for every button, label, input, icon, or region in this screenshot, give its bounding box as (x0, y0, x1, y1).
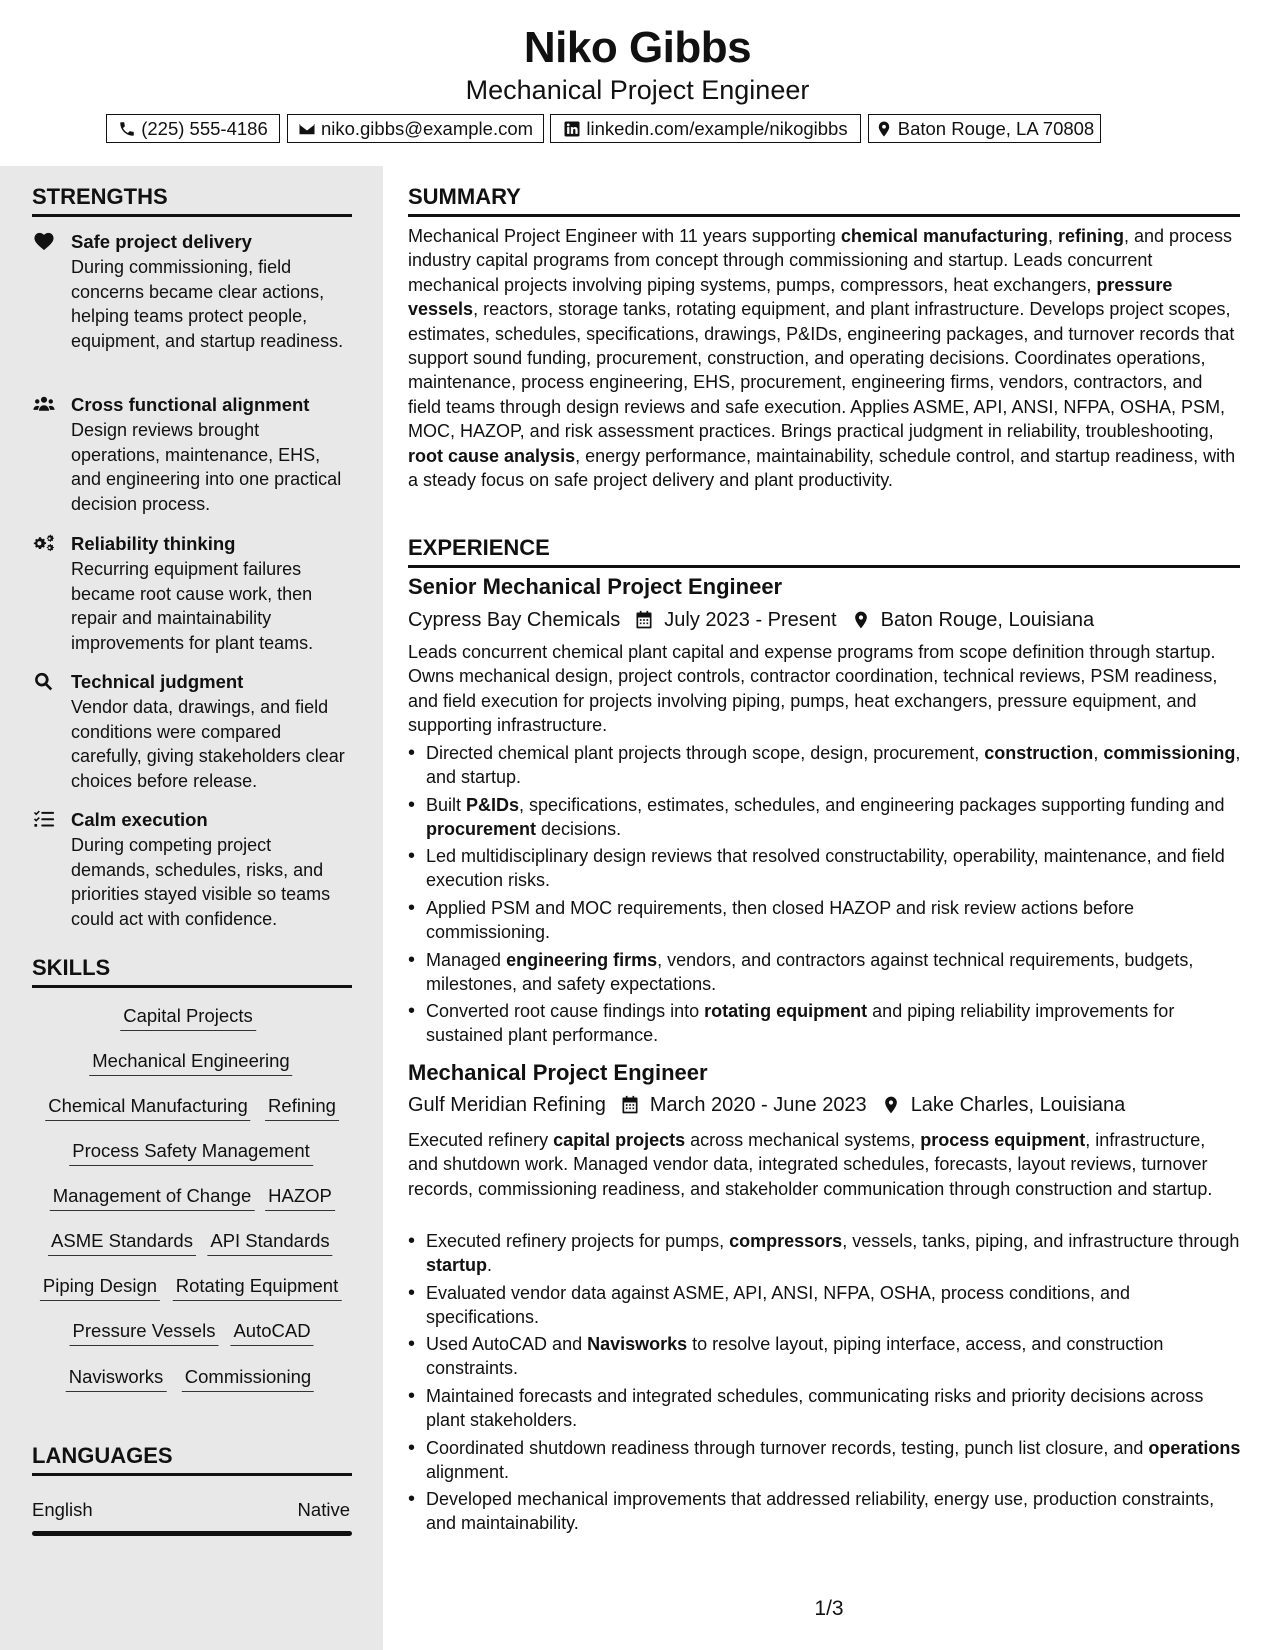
skill-tag: Capital Projects (120, 1004, 256, 1031)
skill-tag: AutoCAD (230, 1319, 313, 1346)
skill-tag: Refining (265, 1094, 339, 1121)
strengths-divider (32, 214, 352, 217)
skills-heading: SKILLS (32, 955, 111, 980)
contact-bar (0, 114, 1275, 144)
strength-title: Reliability thinking (71, 533, 236, 554)
search-icon (33, 671, 55, 693)
job-bullet: • Maintained forecasts and integrated schedules, communicating risks and priority decisions across plant stakeholders. (426, 1384, 1242, 1433)
job-bullet: • Built P&IDs, specifications, estimates, schedules, and engineering packages supporting funding and procurement decisions. (426, 793, 1242, 842)
calendar-icon (634, 610, 654, 630)
strength-description: During commissioning, field concerns became clear actions, helping teams protect people, equipment, and startup readiness. (71, 257, 344, 351)
skill-tag: API Standards (207, 1229, 332, 1256)
job-bullet: • Converted root cause findings into rotating equipment and piping reliability improvements for sustained plant performance. (426, 999, 1242, 1048)
strengths-heading: STRENGTHS (32, 184, 168, 209)
contact-phone[interactable] (106, 114, 280, 143)
job-bullet: • Evaluated vendor data against ASME, API, ANSI, NFPA, OSHA, process conditions, and specifications. (426, 1281, 1242, 1330)
job-bullet: • Developed mechanical improvements that addressed reliability, energy use, production constraints, and maintainability. (426, 1487, 1242, 1536)
job-location: Baton Rouge, Louisiana (880, 609, 1095, 631)
contact-linkedin[interactable] (550, 114, 861, 143)
job-bullet: • Used AutoCAD and Navisworks to resolve layout, piping interface, access, and construction constraints. (426, 1332, 1242, 1381)
contact-email[interactable] (287, 114, 544, 143)
language-name: English (32, 1499, 93, 1520)
languages-divider (32, 1473, 352, 1476)
job-title: Mechanical Project Engineer (408, 1060, 708, 1085)
job-bullet: • Led multidisciplinary design reviews that resolved constructability, operability, maintenance, and field execution risks. (426, 844, 1242, 893)
skill-tag: Commissioning (182, 1365, 314, 1392)
job-meta (408, 1091, 1125, 1119)
location-text: Baton Rouge, LA 70808 (897, 118, 1095, 139)
language-level: Native (297, 1499, 350, 1520)
linkedin-icon (563, 120, 581, 138)
strength-title: Calm execution (71, 809, 208, 830)
map-pin-icon (875, 120, 893, 138)
linkedin-text: linkedin.com/example/nikogibbs (586, 118, 848, 139)
strength-description: Design reviews brought operations, maintenance, EHS, and engineering into one practical decision process. (71, 420, 342, 514)
skill-tag: Navisworks (66, 1365, 167, 1392)
summary-heading: SUMMARY (408, 184, 521, 209)
job-summary: Executed refinery capital projects across mechanical systems, process equipment, infrastructure, and shutdown work. Managed vendor data, integrated schedules, forecasts, layout reviews, turnover records, commissioning readiness, and stakeholder communication through construction and startup. (408, 1130, 1213, 1199)
job-dates: March 2020 - June 2023 (649, 1094, 867, 1116)
skill-tag: HAZOP (265, 1184, 335, 1211)
candidate-title: Mechanical Project Engineer (465, 75, 810, 105)
contact-location[interactable] (868, 114, 1101, 143)
job-summary: Leads concurrent chemical plant capital and expense programs from scope definition through startup. Owns mechanical design, project controls, contractor coordination, technical reviews, PSM readiness, and field execution for projects involving piping, pumps, heat exchangers, pressure equipment, and supporting infrastructure. (408, 642, 1218, 736)
skill-tag: Mechanical Engineering (89, 1049, 292, 1076)
job-bullet: • Executed refinery projects for pumps, compressors, vessels, tanks, piping, and infrastructure through startup. (426, 1229, 1242, 1278)
experience-heading: EXPERIENCE (408, 535, 550, 560)
candidate-name: Niko Gibbs (523, 23, 752, 72)
skills-divider (32, 985, 352, 988)
strength-title: Technical judgment (71, 671, 244, 692)
company-name: Cypress Bay Chemicals (408, 609, 621, 631)
skill-tag: Management of Change (50, 1184, 255, 1211)
calendar-icon (620, 1095, 640, 1115)
page-number: 1/3 (814, 1597, 844, 1620)
users-icon (33, 394, 55, 416)
skill-tag: ASME Standards (48, 1229, 196, 1256)
resume-header (0, 0, 1275, 166)
heart-icon (33, 231, 55, 253)
phone-text: (225) 555-4186 (141, 118, 268, 139)
skill-tag: Piping Design (40, 1274, 160, 1301)
skill-tag: Chemical Manufacturing (45, 1094, 250, 1121)
strength-title: Safe project delivery (71, 231, 252, 252)
email-text: niko.gibbs@example.com (320, 118, 534, 139)
gears-icon (33, 533, 55, 555)
envelope-icon (298, 120, 316, 138)
skill-tag: Rotating Equipment (173, 1274, 342, 1301)
strength-description: During competing project demands, schedules, risks, and priorities stayed visible so teams could act with confidence. (71, 835, 331, 929)
strength-description: Vendor data, drawings, and field conditions were compared carefully, giving stakeholders clear choices before release. (71, 697, 345, 791)
company-name: Gulf Meridian Refining (408, 1094, 606, 1116)
language-level-bar (32, 1531, 352, 1536)
list-check-icon (33, 809, 55, 831)
languages-heading: LANGUAGES (32, 1443, 173, 1468)
summary-text: Mechanical Project Engineer with 11 years supporting chemical manufacturing, refining, and process industry capital programs from concept through commissioning and startup. Leads concurrent mechanical projects involving piping systems, pumps, compressors, heat exchangers, pressure vessels, reactors, storage tanks, rotating equipment, and plant infrastructure. Develops project scopes, estimates, schedules, specifications, drawings, P&IDs, engineering packages, and turnover records that support sound funding, procurement, construction, and operating decisions. Coordinates operations, maintenance, process engineering, EHS, procurement, engineering firms, vendors, contractors, and field teams through design reviews and safe execution. Applies ASME, API, ANSI, NFPA, OSHA, PSM, MOC, HAZOP, and risk assessment practices. Brings practical judgment in reliability, troubleshooting, root cause analysis, energy performance, maintainability, schedule control, and startup readiness, with a steady focus on safe project delivery and plant productivity. (408, 226, 1236, 491)
job-dates: July 2023 - Present (664, 609, 837, 631)
map-pin-icon (881, 1095, 901, 1115)
strength-title: Cross functional alignment (71, 394, 310, 415)
job-meta (408, 606, 1094, 634)
skill-tag: Process Safety Management (69, 1139, 313, 1166)
strength-description: Recurring equipment failures became root cause work, then repair and maintainability improvements for plant teams. (71, 559, 314, 653)
experience-divider (408, 565, 1240, 568)
job-bullet: • Coordinated shutdown readiness through turnover records, testing, punch list closure, and operations alignment. (426, 1436, 1242, 1485)
phone-icon (118, 120, 136, 138)
job-location: Lake Charles, Louisiana (910, 1094, 1126, 1116)
job-bullet: • Directed chemical plant projects through scope, design, procurement, construction, commissioning, and startup. (426, 741, 1242, 790)
job-bullet: • Applied PSM and MOC requirements, then closed HAZOP and risk review actions before commissioning. (426, 896, 1242, 945)
job-title: Senior Mechanical Project Engineer (408, 574, 783, 599)
job-bullet: • Managed engineering firms, vendors, and contractors against technical requirements, budgets, milestones, and safety expectations. (426, 948, 1242, 997)
summary-divider (408, 214, 1240, 217)
map-pin-icon (851, 610, 871, 630)
skill-tag: Pressure Vessels (70, 1319, 219, 1346)
